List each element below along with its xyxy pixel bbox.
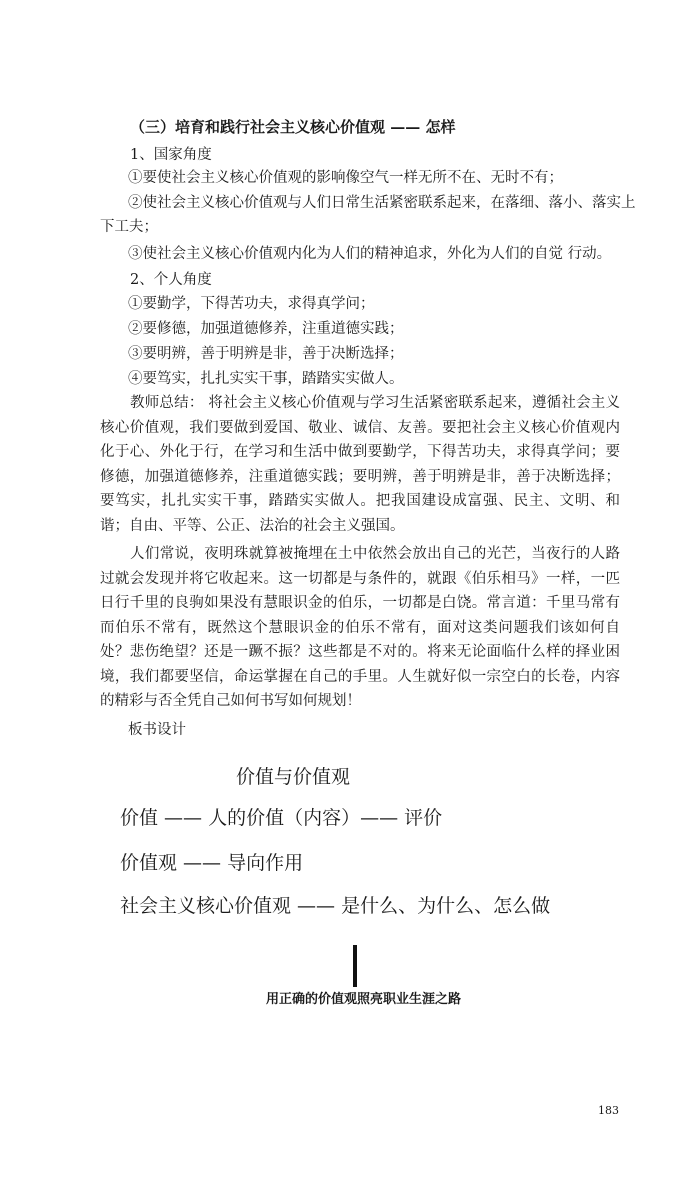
closing-paragraph: 人们常说，夜明珠就算被掩埋在土中依然会放出自己的光芒，当夜行的人路过就会发现并将它收起来。这一切都是与条件的，就跟《伯乐相马》一样，一匹日行千里的良驹如果没有慧眼识金的伯乐，一切都是白饶。常言道：千里马常有而伯乐不常有，既然这个慧眼识金的伯乐不常有，面对这类问题我们该如何自处？悲伤绝望？还是一蹶不振？这些都是不对的。将来无论面临什么样的择业困境，我们都要坚信，命运掌握在自己的手里。人生就好似一宗空白的长卷，内容的精彩与否全凭自己如何书写如何规划！ bbox=[100, 546, 620, 709]
national-item-2: ②使社会主义核心价值观与人们日常生活紧密联系起来，在落细、落小、落实上 bbox=[128, 195, 636, 211]
board-design-label: 板书设计 bbox=[128, 722, 186, 738]
board-line-core-values: 社会主义核心价值观 —— 是什么、为什么、怎么做 bbox=[120, 895, 551, 917]
national-perspective-title: 1、国家角度 bbox=[130, 147, 212, 163]
personal-item-4: ④要笃实，扎扎实实干事，踏踏实实做人。 bbox=[128, 371, 404, 387]
board-title: 价值与价值观 bbox=[236, 766, 351, 788]
national-item-2-cont: 下工夫； bbox=[100, 219, 158, 235]
personal-item-2: ②要修德，加强道德修养，注重道德实践； bbox=[128, 321, 404, 337]
connector-bar bbox=[353, 945, 357, 987]
teacher-summary: 教师总结： 将社会主义核心价值观与学习生活紧密联系起来，遵循社会主义核心价值观，我们要做到爱国、敬业、诚信、友善。要把社会主义核心价值观内化于心、外化于行，在学习和生活中做到要勤学，下得苦功夫，求得真学问；要修德，加强道德修养，注重道德实践；要明辨，善于明辨是非，善于决断选择；要笃实，扎扎实实干事，踏踏实实做人。把我国建设成富强、民主、文明、和谐；自由、平等、公正、法治的社会主义强国。 bbox=[100, 395, 620, 534]
national-item-3: ③使社会主义核心价值观内化为人们的精神追求，外化为人们的自觉 行动。 bbox=[128, 246, 612, 262]
board-line-value: 价值 —— 人的价值（内容）—— 评价 bbox=[120, 807, 443, 829]
national-item-1: ①要使社会主义核心价值观的影响像空气一样无所不在、无时不有； bbox=[128, 170, 563, 186]
personal-item-1: ①要勤学，下得苦功夫，求得真学问； bbox=[128, 296, 375, 312]
personal-item-3: ③要明辨，善于明辨是非，善于决断选择； bbox=[128, 346, 404, 362]
board-line-values-view: 价值观 —— 导向作用 bbox=[120, 852, 304, 874]
board-conclusion: 用正确的价值观照亮职业生涯之路 bbox=[266, 992, 462, 1007]
page-number: 183 bbox=[598, 1104, 619, 1117]
section-heading: （三）培育和践行社会主义核心价值观 —— 怎样 bbox=[130, 118, 456, 136]
personal-perspective-title: 2、个人角度 bbox=[130, 272, 212, 288]
